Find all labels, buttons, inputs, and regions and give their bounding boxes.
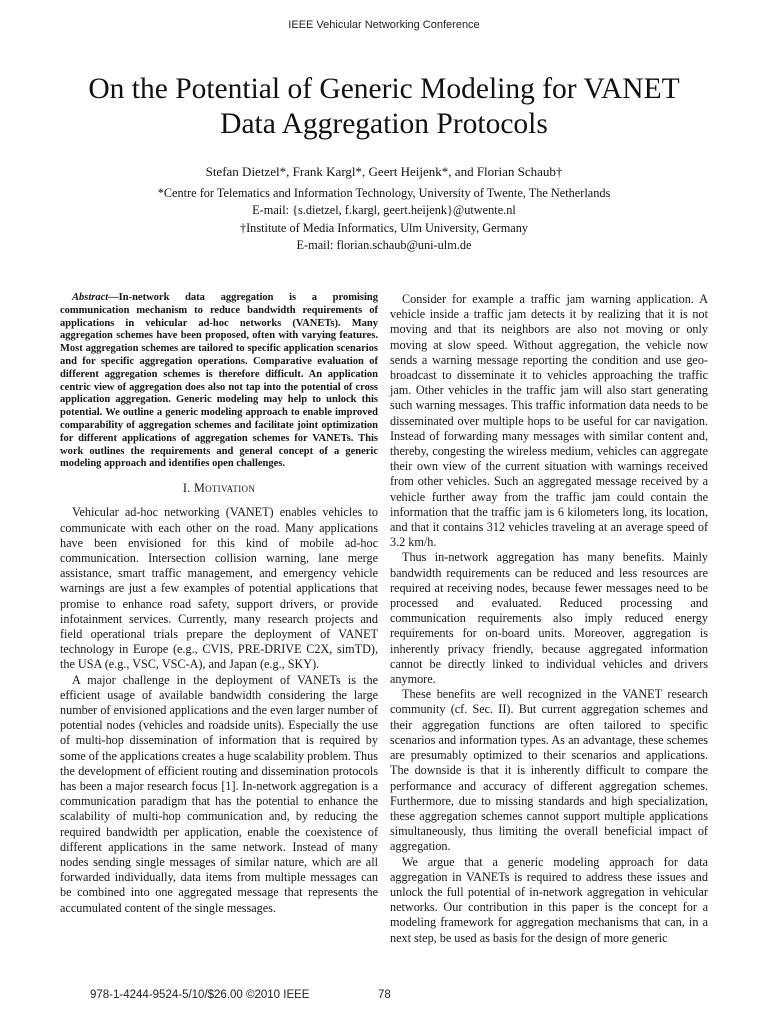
affiliation-2: †Institute of Media Informatics, Ulm University, Germany [239, 221, 529, 235]
paragraph: A major challenge in the deployment of VANETs is the efficient usage of available bandwidth considering the large number of envisioned applications and the even larger number of potential nodes (vehicles and roadside units). Especially the use of multi-hop dissemination of information that is required by some of the applications creates a huge scalability problem. Thus the development of efficient routing and dissemination protocols has been a major research focus [1]. In-network aggregation is a communication paradigm that has the potential to enhance the scalability of multi-hop communication and, by reducing the required bandwidth per application, enable the coexistence of different applications in the same network. Instead of many nodes sending single messages of similar nature, which are all forwarded individually, data items from multiple messages can be combined into one aggregated message that represents the accumulated content of the single messages. [60, 672, 378, 915]
paragraph: Consider for example a traffic jam warning application. A vehicle inside a traffic jam detects it by realizing that it is not moving and that its neighbors are also not moving or only moving at slow speed. Without aggregation, the vehicle now sends a warning message reporting the condition and use geo-broadcast to disseminate it to vehicles approaching the traffic jam. Other vehicles in the traffic jam will also start generating such warning messages. This traffic information data needs to be disseminated over multiple hops to be useful for car navigation. Instead of forwarding many messages with similar content and, thereby, congesting the wireless medium, vehicles can aggregate their own view of the current situation with warnings received from other vehicles. Such an aggregated message received by a vehicle further away from the traffic jam could contain the information that the traffic jam is 6 kilometers long, its location, and that it contains 312 vehicles traveling at an average speed of 3.2 km/h. [390, 292, 708, 550]
paragraph: Thus in-network aggregation has many benefits. Mainly bandwidth requirements can be reduced and less resources are required at receiving nodes, because fewer messages need to be processed and evaluated. Reduced processing and communication requirements also imply reduced energy requirements for on-board units. Moreover, aggregation is inherently privacy friendly, because aggregated information cannot be directly linked to individual vehicles and drivers anymore. [390, 550, 708, 687]
affiliation-1: *Centre for Telematics and Information Technology, University of Twente, The Netherlands [157, 186, 611, 200]
paragraph: Vehicular ad-hoc networking (VANET) enables vehicles to communicate with each other on the road. Many applications have been envisioned for this kind of mobile ad-hoc communication. Intersection collision warning, lane merge assistance, smart traffic management, and emergency vehicle warnings are just a few examples of potential applications that promise to enhance road safety, support drivers, or provide infotainment services. Currently, many research projects and field operational trials prepare the deployment of VANET technology in Europe (e.g., CVIS, PRE-DRIVE C2X, simTD), the USA (e.g., VSC, VSC-A), and Japan (e.g., SKY). [60, 505, 378, 672]
email-1: E-mail: {s.dietzel, f.kargl, geert.heijenk}@utwente.nl [252, 203, 516, 217]
conference-header: IEEE Vehicular Networking Conference [288, 19, 480, 31]
abstract [60, 292, 378, 471]
copyright-isbn: 978-1-4244-9524-5/10/$26.00 ©2010 IEEE [90, 989, 310, 1001]
left-column [60, 292, 378, 916]
right-column [390, 292, 708, 946]
section-heading [60, 481, 378, 496]
title-line-2: Data Aggregation Protocols [220, 108, 548, 140]
email-2: E-mail: florian.schaub@uni-ulm.de [296, 238, 472, 252]
abstract-label: Abstract [72, 292, 109, 303]
author-list: Stefan Dietzel*, Frank Kargl*, Geert Heijenk*, and Florian Schaub† [205, 164, 563, 179]
paper-title [40, 72, 728, 142]
paragraph: We argue that a generic modeling approach for data aggregation in VANETs is required to address these issues and unlock the full potential of in-network aggregation in vehicular networks. Our contribution in this paper is the concept for a modeling framework for aggregation mechanisms that can, in a next step, be used as basis for the design of more generic [390, 854, 708, 945]
title-line-1: On the Potential of Generic Modeling for VANET [88, 73, 680, 105]
abstract-text: —In-network data aggregation is a promising communication mechanism to reduce bandwidth requirements of applications in vehicular ad-hoc networks (VANETs). Many aggregation schemes have been proposed, often with varying features. Most aggregation schemes are tailored to specific application scenarios and for specific aggregation operations. Comparative evaluation of different aggregation schemes is therefore difficult. An application centric view of aggregation does also not tap into the potential of cross application aggregation. Generic modeling may help to unlock this potential. We outline a generic modeling approach to enable improved comparability of aggregation schemes and facilitate joint optimization for different applications of aggregation schemes for VANETs. This work outlines the requirements and general concept of a generic modeling approach and identifies open challenges. [60, 292, 378, 470]
paragraph: These benefits are well recognized in the VANET research community (cf. Sec. II). But current aggregation schemes and their aggregation functions are often tailored to specific scenarios and information types. As an advantage, these schemes are presumably optimized to their scenarios and applications. The downside is that it is inherently difficult to compare the performance and accuracy of different aggregation schemes. Furthermore, due to missing standards and high specialization, these aggregation schemes cannot support multiple applications simultaneously, thus limiting the overall beneficial impact of aggregation. [390, 687, 708, 854]
page-number: 78 [378, 989, 391, 1001]
section-title: Motivation [193, 481, 256, 496]
section-number: I. [182, 481, 191, 496]
